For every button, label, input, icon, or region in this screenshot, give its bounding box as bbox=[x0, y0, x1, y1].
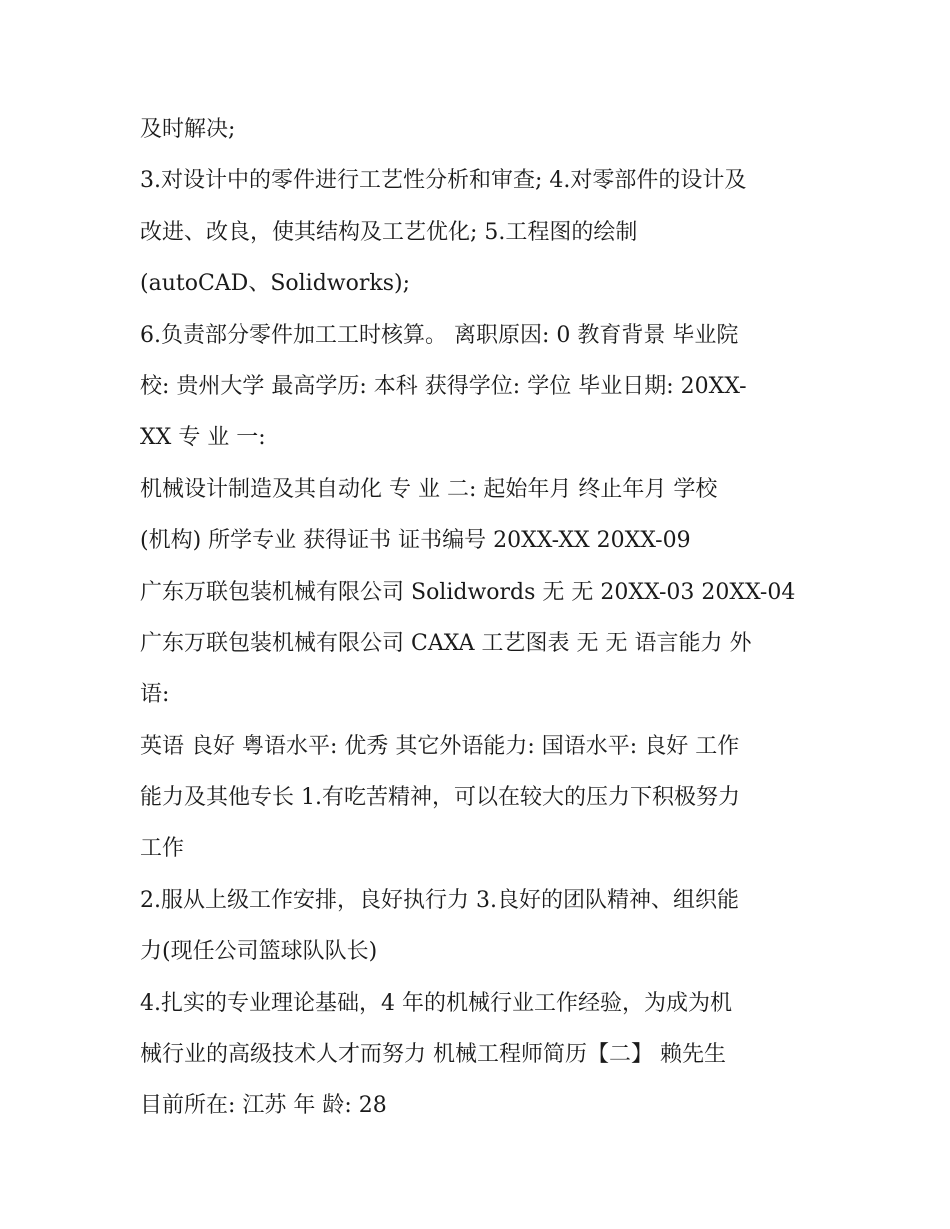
text-line: 6.负责部分零件加工工时核算。 离职原因: 0 教育背景 毕业院 bbox=[140, 322, 739, 348]
text-line: 4.扎实的专业理论基础，4 年的机械行业工作经验，为成为机 bbox=[140, 990, 732, 1016]
text-line: XX 专 业 一: bbox=[140, 425, 266, 451]
text-line: (机构) 所学专业 获得证书 证书编号 20XX-XX 20XX-09 bbox=[140, 528, 691, 554]
text-line: 广东万联包装机械有限公司 Solidwords 无 无 20XX-03 20XX-04 bbox=[140, 579, 796, 605]
text-line: 及时解决; bbox=[140, 117, 236, 142]
resume-text-body bbox=[140, 104, 820, 1132]
text-line: 改进、改良，使其结构及工艺优化; 5.工程图的绘制 bbox=[140, 219, 638, 245]
text-line: 广东万联包装机械有限公司 CAXA 工艺图表 无 无 语言能力 外 bbox=[140, 630, 752, 656]
text-line: 目前所在: 江苏 年 龄: 28 bbox=[140, 1093, 387, 1119]
text-line: 械行业的高级技术人才而努力 机械工程师简历【二】 赖先生 bbox=[140, 1042, 726, 1068]
text-line: 校: 贵州大学 最高学历: 本科 获得学位: 学位 毕业日期: 20XX- bbox=[140, 373, 747, 399]
text-line: 工作 bbox=[140, 836, 185, 862]
text-line: 机械设计制造及其自动化 专 业 二: 起始年月 终止年月 学校 bbox=[140, 476, 718, 502]
text-line: 力(现任公司篮球队队长) bbox=[140, 939, 378, 965]
text-line: (autoCAD、Solidworks); bbox=[140, 271, 410, 297]
text-line: 2.服从上级工作安排，良好执行力 3.良好的团队精神、组织能 bbox=[140, 887, 739, 913]
text-line: 3.对设计中的零件进行工艺性分析和审查; 4.对零部件的设计及 bbox=[140, 168, 747, 194]
text-line: 能力及其他专长 1.有吃苦精神，可以在较大的压力下积极努力 bbox=[140, 785, 740, 811]
text-line: 语: bbox=[140, 682, 170, 708]
text-line: 英语 良好 粤语水平: 优秀 其它外语能力: 国语水平: 良好 工作 bbox=[140, 733, 740, 759]
